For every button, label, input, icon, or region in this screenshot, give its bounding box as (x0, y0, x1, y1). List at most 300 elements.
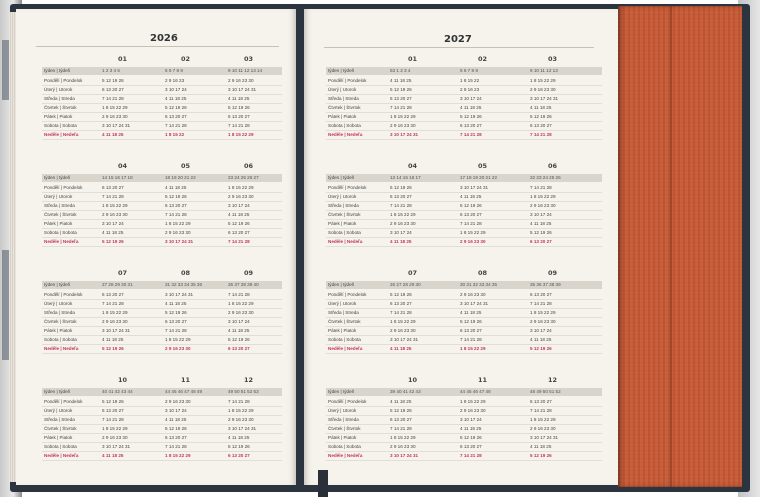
month-name: 02 (181, 55, 191, 63)
day-numbers: 7 14 21 28 (460, 132, 482, 137)
week-header-label: týden | týdeň (44, 389, 71, 394)
month-name: 10 (408, 376, 418, 384)
day-numbers: 6 13 20 27 (530, 123, 552, 128)
day-numbers: 3 10 17 24 31 (102, 328, 131, 333)
day-numbers: 1 8 15 22 29 (102, 426, 128, 431)
week-numbers: 13 14 15 16 17 (390, 175, 421, 180)
day-numbers: 7 14 21 28 (102, 96, 124, 101)
month-name: 11 (181, 376, 191, 384)
day-numbers: 1 8 15 22 29 (165, 221, 191, 226)
day-numbers: 5 12 19 26 (102, 399, 124, 404)
day-numbers: 7 14 21 28 (460, 337, 482, 342)
day-numbers: 1 8 15 22 29 (390, 319, 416, 324)
day-numbers: 4 11 18 25 (228, 96, 250, 101)
month-row-block (42, 174, 282, 254)
month-row-block (326, 281, 602, 361)
day-label: Pondělí | Pondelok (328, 78, 367, 83)
day-numbers: 6 13 20 27 (102, 292, 124, 297)
day-numbers: 2 9 16 23 30 (102, 212, 128, 217)
week-numbers: 1 2 3 4 5 (102, 68, 120, 73)
row-divider (326, 353, 602, 354)
day-numbers: 1 8 15 22 29 (228, 408, 254, 413)
day-numbers: 2 9 16 23 30 (228, 194, 254, 199)
day-numbers: 3 10 17 24 31 (530, 96, 559, 101)
day-numbers: 1 8 15 22 29 (530, 194, 556, 199)
day-numbers: 6 13 20 27 (390, 301, 412, 306)
month-name: 04 (118, 162, 128, 170)
day-numbers: 5 12 19 26 (165, 426, 187, 431)
week-numbers: 44 45 46 47 48 49 (165, 389, 203, 394)
day-numbers: 5 12 19 26 (102, 239, 124, 244)
day-numbers: 6 13 20 27 (460, 328, 482, 333)
day-numbers: 1 8 15 22 29 (530, 78, 556, 83)
day-numbers: 3 10 17 24 31 (102, 444, 131, 449)
day-numbers: 2 9 16 23 30 (530, 87, 556, 92)
day-numbers: 7 14 21 28 (102, 301, 124, 306)
month-row-block (326, 174, 602, 254)
day-label: Pátek | Piatok (44, 328, 73, 333)
day-numbers: 4 11 18 25 (165, 301, 187, 306)
day-label: Sobota | Sobota (44, 230, 77, 235)
day-numbers: 6 13 20 27 (530, 292, 552, 297)
month-name: 09 (244, 269, 254, 277)
day-numbers: 7 14 21 28 (530, 301, 552, 306)
day-label: Úterý | Utorok (328, 194, 357, 199)
day-numbers: 6 13 20 27 (102, 87, 124, 92)
day-numbers: 1 8 15 22 29 (165, 337, 191, 342)
month-name: 06 (244, 162, 254, 170)
day-label: Sobota | Sobota (44, 444, 77, 449)
day-label: Sobota | Sobota (328, 444, 361, 449)
month-name: 10 (118, 376, 128, 384)
week-numbers: 9 10 11 12 13 14 (228, 68, 263, 73)
day-numbers: 7 14 21 28 (530, 408, 552, 413)
day-numbers: 1 8 15 22 (165, 132, 185, 137)
right-page (304, 9, 618, 485)
row-divider (42, 246, 282, 247)
week-numbers: 44 45 46 47 48 (460, 389, 491, 394)
day-numbers: 3 10 17 24 (228, 203, 250, 208)
day-numbers: 6 13 20 27 (460, 444, 482, 449)
day-numbers: 6 13 20 27 (460, 123, 482, 128)
day-label: Středa | Streda (44, 310, 75, 315)
day-label: Úterý | Utorok (44, 194, 73, 199)
day-numbers: 5 12 19 26 (228, 221, 250, 226)
week-numbers: 5 6 7 8 9 (165, 68, 183, 73)
day-numbers: 6 13 20 27 (165, 114, 187, 119)
month-name: 07 (118, 269, 128, 277)
day-numbers: 7 14 21 28 (390, 426, 412, 431)
day-label: Čtvrtek | Štvrtok (44, 426, 77, 431)
day-label: Pondělí | Pondelok (44, 292, 83, 297)
day-label: Sobota | Sobota (328, 230, 361, 235)
month-name: 03 (548, 55, 558, 63)
row-divider (326, 246, 602, 247)
week-numbers: 27 28 29 30 31 (102, 282, 133, 287)
day-numbers: 2 9 16 23 30 (165, 399, 191, 404)
day-numbers: 6 13 20 27 (228, 346, 250, 351)
week-numbers: 31 32 33 34 35 36 (165, 282, 203, 287)
day-numbers: 1 8 15 22 29 (165, 453, 191, 458)
week-header-label: týden | týdeň (328, 175, 355, 180)
day-label: Středa | Streda (328, 203, 359, 208)
day-numbers: 2 9 16 23 (460, 87, 480, 92)
day-numbers: 4 11 18 25 (530, 444, 552, 449)
month-name: 08 (181, 269, 191, 277)
day-numbers: 4 11 18 25 (390, 239, 412, 244)
month-name: 05 (181, 162, 191, 170)
day-numbers: 5 12 19 26 (460, 319, 482, 324)
day-label: Neděle | Nedeľa (328, 346, 363, 351)
day-numbers: 7 14 21 28 (460, 221, 482, 226)
day-numbers: 1 8 15 22 29 (530, 310, 556, 315)
day-label: Úterý | Utorok (328, 87, 357, 92)
day-numbers: 3 10 17 24 (530, 212, 552, 217)
day-numbers: 5 12 19 26 (390, 185, 412, 190)
day-numbers: 4 11 18 25 (390, 399, 412, 404)
day-numbers: 6 13 20 27 (390, 194, 412, 199)
day-numbers: 7 14 21 28 (165, 328, 187, 333)
day-numbers: 7 14 21 28 (102, 417, 124, 422)
day-label: Úterý | Utorok (44, 301, 73, 306)
day-label: Pondělí | Pondelok (328, 292, 367, 297)
day-numbers: 5 12 19 26 (460, 435, 482, 440)
day-numbers: 6 13 20 27 (530, 239, 552, 244)
day-numbers: 1 8 15 22 29 (390, 114, 416, 119)
day-numbers: 3 10 17 24 31 (102, 123, 131, 128)
day-numbers: 2 9 16 23 (165, 78, 185, 83)
day-label: Úterý | Utorok (328, 301, 357, 306)
day-numbers: 1 8 15 22 29 (390, 435, 416, 440)
day-numbers: 6 13 20 27 (228, 114, 250, 119)
day-numbers: 4 11 18 25 (228, 435, 250, 440)
day-numbers: 4 11 18 25 (102, 453, 124, 458)
week-numbers: 48 49 50 51 52 (530, 389, 561, 394)
day-numbers: 6 13 20 27 (102, 408, 124, 413)
month-row-block (326, 388, 602, 468)
week-numbers: 36 37 38 39 40 (228, 282, 259, 287)
day-label: Neděle | Nedeľa (44, 453, 79, 458)
month-row-block (326, 67, 602, 147)
month-name: 01 (408, 55, 418, 63)
day-numbers: 3 10 17 24 31 (390, 132, 419, 137)
row-divider (42, 460, 282, 461)
day-numbers: 5 12 19 26 (228, 337, 250, 342)
day-numbers: 6 13 20 27 (165, 319, 187, 324)
day-numbers: 4 11 18 25 (530, 105, 552, 110)
bookmark-ribbon (318, 470, 328, 497)
day-numbers: 5 12 19 26 (165, 194, 187, 199)
day-numbers: 5 12 19 26 (390, 408, 412, 413)
day-numbers: 3 10 17 24 (530, 328, 552, 333)
week-numbers: 9 10 11 12 13 (530, 68, 558, 73)
day-numbers: 3 10 17 24 31 (228, 87, 257, 92)
day-numbers: 3 10 17 24 31 (390, 337, 419, 342)
day-numbers: 7 14 21 28 (228, 399, 250, 404)
month-name: 03 (244, 55, 254, 63)
day-numbers: 5 12 19 26 (460, 203, 482, 208)
day-numbers: 2 9 16 23 30 (390, 123, 416, 128)
day-numbers: 3 10 17 24 31 (460, 301, 489, 306)
day-numbers: 3 10 17 24 (102, 221, 124, 226)
day-numbers: 6 13 20 27 (530, 399, 552, 404)
week-header-label: týden | týdeň (44, 282, 71, 287)
day-label: Pondělí | Pondelok (44, 185, 83, 190)
row-divider (326, 139, 602, 140)
day-numbers: 2 9 16 23 30 (102, 114, 128, 119)
day-label: Pátek | Piatok (328, 221, 357, 226)
month-name: 06 (548, 162, 558, 170)
day-numbers: 4 11 18 25 (460, 310, 482, 315)
year-title: 2026 (150, 33, 178, 44)
week-header-label: týden | týdeň (44, 68, 71, 73)
day-label: Úterý | Utorok (44, 87, 73, 92)
day-numbers: 5 12 19 26 (530, 453, 552, 458)
day-numbers: 4 11 18 25 (165, 417, 187, 422)
day-label: Pátek | Piatok (328, 435, 357, 440)
band-seam (670, 6, 672, 487)
day-label: Středa | Streda (328, 96, 359, 101)
day-numbers: 7 14 21 28 (228, 123, 250, 128)
day-numbers: 4 11 18 25 (530, 221, 552, 226)
day-label: Neděle | Nedeľa (44, 346, 79, 351)
day-numbers: 1 8 15 22 29 (228, 185, 254, 190)
day-label: Pondělí | Pondelok (328, 399, 367, 404)
day-label: Sobota | Sobota (44, 337, 77, 342)
month-row-block (42, 388, 282, 468)
day-numbers: 5 12 19 26 (228, 444, 250, 449)
day-numbers: 7 14 21 28 (390, 310, 412, 315)
day-label: Středa | Streda (328, 417, 359, 422)
week-numbers: 22 23 24 25 26 (530, 175, 561, 180)
left-page (16, 9, 296, 485)
day-numbers: 7 14 21 28 (228, 239, 250, 244)
day-label: Neděle | Nedeľa (328, 453, 363, 458)
day-numbers: 2 9 16 23 30 (460, 292, 486, 297)
day-numbers: 3 10 17 24 (460, 417, 482, 422)
day-numbers: 5 12 19 26 (390, 292, 412, 297)
week-numbers: 30 31 32 33 34 35 (460, 282, 498, 287)
day-numbers: 7 14 21 28 (102, 194, 124, 199)
week-header-label: týden | týdeň (328, 389, 355, 394)
day-numbers: 2 9 16 23 30 (390, 444, 416, 449)
month-name: 05 (478, 162, 488, 170)
month-name: 09 (548, 269, 558, 277)
divider (324, 47, 594, 48)
day-numbers: 3 10 17 24 (165, 408, 187, 413)
day-numbers: 1 8 15 22 29 (102, 310, 128, 315)
day-label: Sobota | Sobota (328, 123, 361, 128)
day-numbers: 1 8 15 22 29 (460, 346, 486, 351)
day-label: Úterý | Utorok (328, 408, 357, 413)
week-numbers: 26 27 28 29 30 (390, 282, 421, 287)
day-numbers: 4 11 18 25 (390, 78, 412, 83)
day-numbers: 5 12 19 26 (390, 87, 412, 92)
week-header-label: týden | týdeň (44, 175, 71, 180)
row-divider (42, 353, 282, 354)
day-numbers: 2 9 16 23 30 (165, 346, 191, 351)
day-numbers: 6 13 20 27 (390, 96, 412, 101)
day-numbers: 2 9 16 23 30 (460, 408, 486, 413)
week-numbers: 40 41 42 43 44 (102, 389, 133, 394)
month-name: 07 (408, 269, 418, 277)
day-numbers: 3 10 17 24 31 (228, 426, 257, 431)
day-label: Čtvrtek | Štvrtok (328, 319, 361, 324)
day-numbers: 7 14 21 28 (460, 453, 482, 458)
day-numbers: 7 14 21 28 (390, 203, 412, 208)
day-numbers: 6 13 20 27 (102, 185, 124, 190)
day-numbers: 2 9 16 23 30 (390, 328, 416, 333)
day-numbers: 6 13 20 27 (460, 212, 482, 217)
day-numbers: 1 8 15 22 29 (102, 105, 128, 110)
day-label: Středa | Streda (328, 310, 359, 315)
day-label: Pátek | Piatok (44, 114, 73, 119)
day-numbers: 4 11 18 25 (102, 132, 124, 137)
row-divider (326, 460, 602, 461)
day-label: Neděle | Nedeľa (328, 132, 363, 137)
day-label: Středa | Streda (44, 96, 75, 101)
day-numbers: 4 11 18 25 (390, 346, 412, 351)
day-label: Pátek | Piatok (44, 221, 73, 226)
week-numbers: 35 36 37 38 39 (530, 282, 561, 287)
day-numbers: 2 9 16 23 30 (228, 417, 254, 422)
week-numbers: 14 15 16 17 18 (102, 175, 133, 180)
day-numbers: 3 10 17 24 31 (460, 185, 489, 190)
month-name: 08 (478, 269, 488, 277)
day-numbers: 2 9 16 23 30 (102, 435, 128, 440)
day-numbers: 5 12 19 26 (165, 105, 187, 110)
day-numbers: 7 14 21 28 (530, 185, 552, 190)
month-name: 12 (548, 376, 558, 384)
day-numbers: 4 11 18 25 (460, 194, 482, 199)
day-numbers: 4 11 18 25 (228, 212, 250, 217)
day-numbers: 2 9 16 23 30 (228, 310, 254, 315)
month-name: 12 (244, 376, 254, 384)
day-numbers: 7 14 21 28 (530, 132, 552, 137)
elastic-band (618, 6, 742, 487)
month-name: 01 (118, 55, 128, 63)
day-label: Čtvrtek | Štvrtok (44, 319, 77, 324)
day-numbers: 4 11 18 25 (102, 230, 124, 235)
day-numbers: 7 14 21 28 (165, 444, 187, 449)
day-label: Sobota | Sobota (328, 337, 361, 342)
day-label: Čtvrtek | Štvrtok (328, 212, 361, 217)
day-numbers: 6 13 20 27 (228, 230, 250, 235)
day-label: Pátek | Piatok (328, 328, 357, 333)
day-numbers: 2 9 16 23 30 (460, 239, 486, 244)
day-label: Čtvrtek | Štvrtok (328, 426, 361, 431)
day-numbers: 3 10 17 24 (390, 230, 412, 235)
day-numbers: 2 9 16 23 30 (165, 230, 191, 235)
divider (36, 46, 279, 47)
day-numbers: 1 8 15 22 29 (228, 132, 254, 137)
week-numbers: 23 24 25 26 27 (228, 175, 259, 180)
day-label: Neděle | Nedeľa (44, 239, 79, 244)
day-numbers: 2 9 16 23 30 (530, 319, 556, 324)
day-label: Pátek | Piatok (44, 435, 73, 440)
day-label: Pátek | Piatok (328, 114, 357, 119)
week-numbers: 18 19 20 21 22 (165, 175, 196, 180)
day-label: Čtvrtek | Štvrtok (44, 212, 77, 217)
day-label: Čtvrtek | Štvrtok (44, 105, 77, 110)
week-numbers: 53 1 2 3 4 (390, 68, 411, 73)
day-numbers: 5 12 19 26 (102, 346, 124, 351)
month-name: 02 (478, 55, 488, 63)
day-numbers: 4 11 18 25 (102, 337, 124, 342)
day-numbers: 3 10 17 24 (460, 96, 482, 101)
day-numbers: 1 8 15 22 29 (390, 212, 416, 217)
row-divider (42, 139, 282, 140)
week-numbers: 49 50 51 52 53 (228, 389, 259, 394)
day-numbers: 5 12 19 26 (102, 78, 124, 83)
day-numbers: 6 13 20 27 (165, 203, 187, 208)
day-numbers: 5 12 19 26 (228, 105, 250, 110)
day-numbers: 7 14 21 28 (390, 105, 412, 110)
year-title: 2027 (444, 34, 472, 45)
day-numbers: 5 12 19 26 (530, 230, 552, 235)
day-numbers: 3 10 17 24 (228, 319, 250, 324)
week-numbers: 17 18 19 20 21 22 (460, 175, 498, 180)
month-name: 04 (408, 162, 418, 170)
day-numbers: 7 14 21 28 (228, 292, 250, 297)
day-label: Pondělí | Pondelok (44, 399, 83, 404)
day-numbers: 5 12 19 26 (530, 346, 552, 351)
day-numbers: 3 10 17 24 31 (165, 292, 194, 297)
week-numbers: 5 6 7 8 9 (460, 68, 478, 73)
day-numbers: 4 11 18 25 (165, 185, 187, 190)
day-numbers: 7 14 21 28 (165, 212, 187, 217)
day-label: Pondělí | Pondelok (44, 78, 83, 83)
day-numbers: 4 11 18 25 (460, 426, 482, 431)
day-numbers: 4 11 18 25 (530, 337, 552, 342)
day-numbers: 4 11 18 25 (460, 105, 482, 110)
day-numbers: 3 10 17 24 (165, 87, 187, 92)
day-numbers: 2 9 16 23 30 (228, 78, 254, 83)
day-numbers: 5 12 19 26 (460, 114, 482, 119)
day-numbers: 1 8 15 22 29 (460, 399, 486, 404)
day-numbers: 2 9 16 23 30 (390, 221, 416, 226)
month-name: 11 (478, 376, 488, 384)
day-label: Neděle | Nedeľa (328, 239, 363, 244)
day-label: Úterý | Utorok (44, 408, 73, 413)
day-numbers: 6 13 20 27 (228, 453, 250, 458)
day-numbers: 7 14 21 28 (165, 123, 187, 128)
day-numbers: 4 11 18 25 (228, 328, 250, 333)
day-numbers: 3 10 17 24 31 (530, 435, 559, 440)
week-header-label: týden | týdeň (328, 282, 355, 287)
week-header-label: týden | týdeň (328, 68, 355, 73)
day-numbers: 1 8 15 22 29 (228, 301, 254, 306)
day-label: Sobota | Sobota (44, 123, 77, 128)
day-numbers: 5 12 19 26 (530, 114, 552, 119)
day-label: Středa | Streda (44, 417, 75, 422)
day-numbers: 1 8 15 22 29 (102, 203, 128, 208)
day-label: Čtvrtek | Štvrtok (328, 105, 361, 110)
day-numbers: 2 9 16 23 30 (530, 203, 556, 208)
day-numbers: 4 11 18 25 (165, 96, 187, 101)
day-numbers: 2 9 16 23 30 (530, 426, 556, 431)
day-numbers: 5 12 19 26 (165, 310, 187, 315)
day-numbers: 6 13 20 27 (165, 435, 187, 440)
day-numbers: 1 8 15 22 (460, 78, 480, 83)
day-numbers: 3 10 17 24 31 (165, 239, 194, 244)
day-label: Neděle | Nedeľa (44, 132, 79, 137)
day-numbers: 3 10 17 24 31 (390, 453, 419, 458)
day-numbers: 6 13 20 27 (390, 417, 412, 422)
month-row-block (42, 281, 282, 361)
day-numbers: 1 8 15 22 29 (530, 417, 556, 422)
day-numbers: 2 9 16 23 30 (102, 319, 128, 324)
